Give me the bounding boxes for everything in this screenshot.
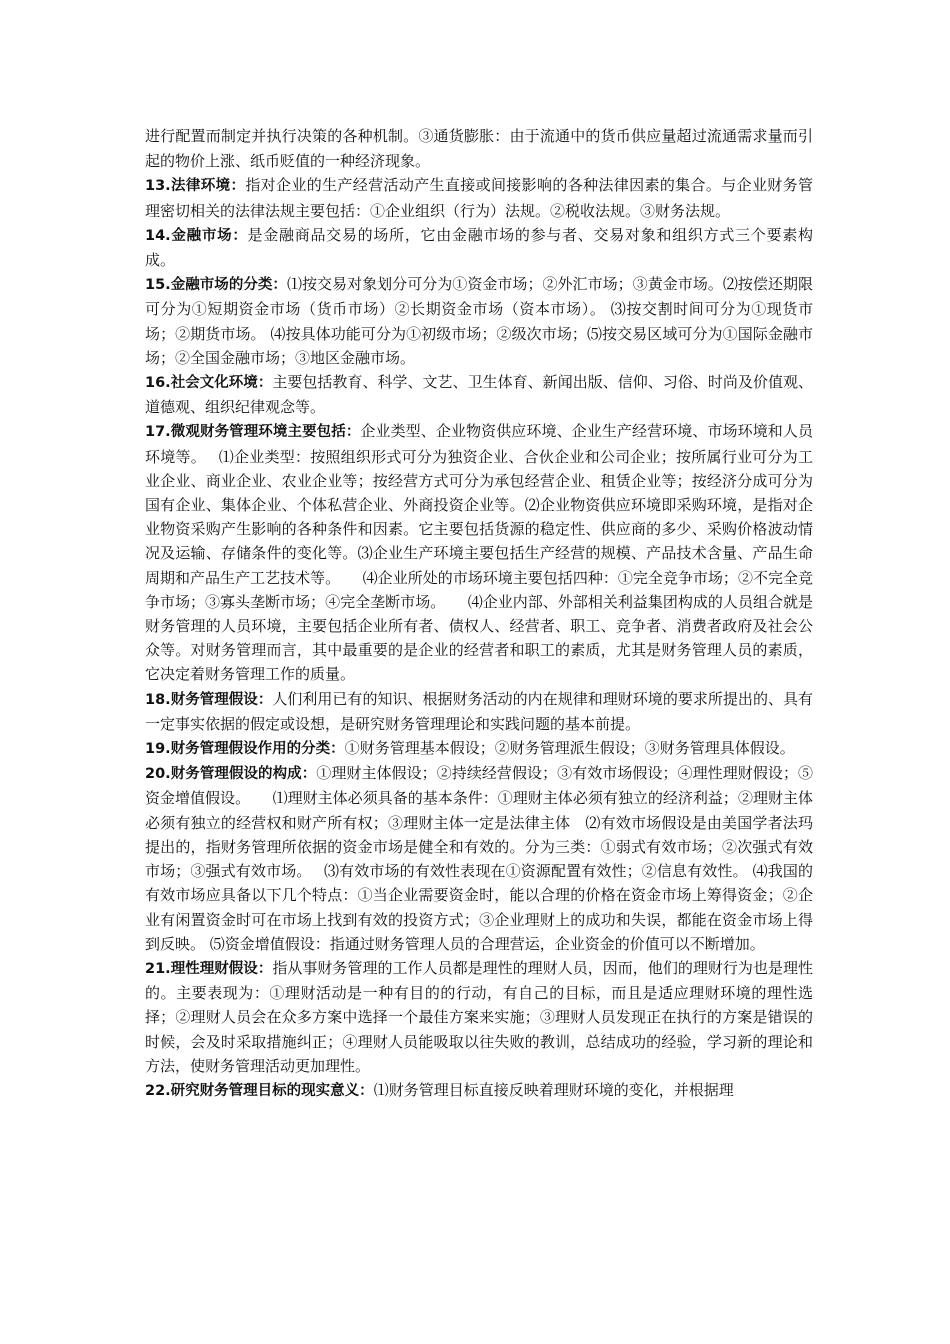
- term-heading: 17.微观财务管理环境主要包括：: [145, 424, 361, 441]
- term-heading: 15.金融市场的分类：: [145, 277, 287, 294]
- term-heading: 21.理性理财假设：: [145, 960, 273, 977]
- paragraph-13: 13.法律环境：指对企业的生产经营活动产生直接或间接影响的各种法律因素的集合。与企业财务管理密切相关的法律法规主要包括：①企业组织（行为）法规。②税收法规。③财务法规。: [145, 176, 813, 220]
- paragraph-16: 16.社会文化环境：主要包括教育、科学、文艺、卫生体育、新闻出版、信仰、习俗、时尚及价值观、道德观、组织纪律观念等。: [145, 373, 813, 417]
- paragraph-18: 18.财务管理假设：人们利用已有的知识、根据财务活动的内在规律和理财环境的要求所提出的、具有一定事实依据的假定或设想，是研究财务管理理论和实践问题的基本前提。: [145, 689, 813, 733]
- paragraph-17: 17.微观财务管理环境主要包括：企业类型、企业物资供应环境、企业生产经营环境、市场环境和人员环境等。 ⑴企业类型：按照组织形式可分为独资企业、合伙企业和公司企业；按所属行业可分为工业企业、商业企业、农业企业等；按经营方式可分为承包经营企业、租赁企业等；按经济分成可分为国有企业、集体企业、个体私营企业、外商投资企业等。⑵企业物资供应环境即采购环境，是指对企业物资采购产生影响的各种条件和因素。它主要包括货源的稳定性、供应商的多少、采购价格波动情况及运输、存储条件的变化等。⑶企业生产环境主要包括生产经营的规模、产品技术含量、产品生命周期和产品生产工艺技术等。 ⑷企业所处的市场环境主要包括四种：①完全竞争市场；②不完全竞争市场；③寡头垄断市场；④完全垄断市场。 ⑷企业内部、外部相关利益集团构成的人员组合就是财务管理的人员环境，主要包括企业所有者、债权人、经营者、职工、竞争者、消费者政府及社会公众等。对财务管理而言，其中最重要的是企业的经营者和职工的素质，尤其是财务管理人员的素质，它决定着财务管理工作的质量。: [145, 422, 813, 684]
- paragraph-19: 19.财务管理假设作用的分类：①财务管理基本假设；②财务管理派生假设；③财务管理具体假设。: [145, 739, 795, 758]
- document-page: [145, 124, 813, 1103]
- paragraph-20: 20.财务管理假设的构成：①理财主体假设；②持续经营假设；③有效市场假设；④理性理财假设；⑤资金增值假设。 ⑴理财主体必须具备的基本条件：①理财主体必须有独立的经济利益；②理财主体必须有独立的经营权和财产所有权；③理财主体一定是法律主体 ⑵有效市场假设是由美国学者法玛提出的，指财务管理所依据的资金市场是健全和有效的。分为三类：①弱式有效市场；②次强式有效市场；③强式有效市场。 ⑶有效市场的有效性表现在①资源配置有效性；②信息有效性。 ⑷我国的有效市场应具备以下几个特点：①当企业需要资金时，能以合理的价格在资金市场上筹得资金；②企业有闲置资金时可在市场上找到有效的投资方式；③企业理财上的成功和失误，都能在资金市场上得到反映。 ⑸资金增值假设：指通过财务管理人员的合理营运，企业资金的价值可以不断增加。: [145, 764, 813, 953]
- term-heading: 13.法律环境：: [145, 178, 246, 195]
- term-heading: 18.财务管理假设：: [145, 691, 273, 708]
- paragraph-continuation: 进行配置而制定并执行决策的各种机制。③通货膨胀：由于流通中的货币供应量超过流通需求量而引起的物价上涨、纸币贬值的一种经济现象。: [145, 127, 813, 171]
- paragraph-15: 15.金融市场的分类：⑴按交易对象划分可分为①资金市场；②外汇市场；③黄金市场。⑵按偿还期限可分为①短期资金市场（货币市场）②长期资金市场（资本市场）。 ⑶按交割时间可分为①现货市场；②期货市场。 ⑷按具体功能可分为①初级市场；②级次市场；⑸按交易区域可分为①国际金融市场；②全国金融市场；③地区金融市场。: [145, 275, 813, 367]
- term-heading: 20.财务管理假设的构成：: [145, 766, 317, 783]
- paragraph-21: 21.理性理财假设：指从事财务管理的工作人员都是理性的理财人员，因而，他们的理财行为也是理性的。主要表现为：①理财活动是一种有目的的行动，有自己的目标，而且是适应理财环境的理性选择；②理财人员会在众多方案中选择一个最佳方案来实施；③理财人员发现正在执行的方案是错误的时候，会及时采取措施纠正；④理财人员能吸取以往失败的教训，总结成功的经验，学习新的理论和方法，使财务管理活动更加理性。: [145, 958, 813, 1075]
- term-heading: 14.金融市场：: [145, 227, 248, 244]
- term-heading: 16.社会文化环境：: [145, 375, 273, 392]
- paragraph-22: 22.研究财务管理目标的现实意义：⑴财务管理目标直接反映着理财环境的变化，并根据理: [145, 1080, 734, 1099]
- paragraph-14: 14.金融市场：是金融商品交易的场所，它由金融市场的参与者、交易对象和组织方式三个要素构成。: [145, 225, 813, 270]
- term-heading: 22.研究财务管理目标的现实意义：: [145, 1082, 374, 1099]
- term-heading: 19.财务管理假设作用的分类：: [145, 741, 345, 758]
